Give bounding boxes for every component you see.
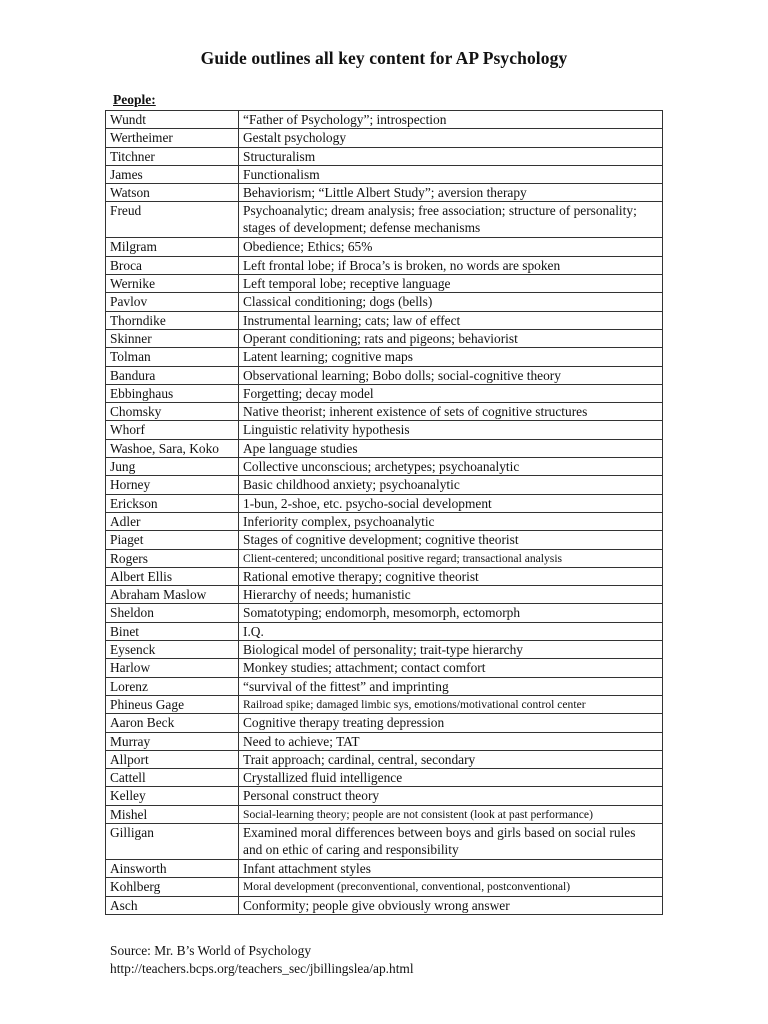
- person-name: Bandura: [106, 366, 239, 384]
- table-row: [106, 714, 663, 732]
- section-heading-people: People:: [113, 92, 156, 107]
- person-name: Aaron Beck: [106, 714, 239, 732]
- person-name: Kohlberg: [106, 878, 239, 896]
- table-row: [106, 549, 663, 567]
- person-description: Instrumental learning; cats; law of effect: [239, 311, 663, 329]
- person-name: Lorenz: [106, 677, 239, 695]
- person-name: Binet: [106, 622, 239, 640]
- table-row: [106, 129, 663, 147]
- person-description: Operant conditioning; rats and pigeons; behaviorist: [239, 329, 663, 347]
- person-name: Chomsky: [106, 403, 239, 421]
- person-description: Collective unconscious; archetypes; psychoanalytic: [239, 458, 663, 476]
- person-description: Examined moral differences between boys and girls based on social rules and on ethic of caring and responsibility: [239, 823, 663, 859]
- person-name: Ebbinghaus: [106, 384, 239, 402]
- table-row: [106, 878, 663, 896]
- table-row: [106, 439, 663, 457]
- person-description: Client-centered; unconditional positive regard; transactional analysis: [239, 549, 663, 567]
- person-name: Titchner: [106, 147, 239, 165]
- person-name: Albert Ellis: [106, 567, 239, 585]
- table-row: [106, 604, 663, 622]
- person-name: Ainsworth: [106, 859, 239, 877]
- person-description: Monkey studies; attachment; contact comfort: [239, 659, 663, 677]
- person-name: Adler: [106, 512, 239, 530]
- person-description: Left temporal lobe; receptive language: [239, 275, 663, 293]
- table-row: [106, 184, 663, 202]
- table-row: [106, 348, 663, 366]
- person-description: Forgetting; decay model: [239, 384, 663, 402]
- table-row: [106, 366, 663, 384]
- source-line: Source: Mr. B’s World of Psychology: [110, 943, 312, 958]
- person-description: Basic childhood anxiety; psychoanalytic: [239, 476, 663, 494]
- person-name: Piaget: [106, 531, 239, 549]
- person-description: Obedience; Ethics; 65%: [239, 238, 663, 256]
- person-name: Whorf: [106, 421, 239, 439]
- person-name: Washoe, Sara, Koko: [106, 439, 239, 457]
- person-name: Tolman: [106, 348, 239, 366]
- person-description: Left frontal lobe; if Broca’s is broken, no words are spoken: [239, 256, 663, 274]
- person-description: “Father of Psychology”; introspection: [239, 111, 663, 129]
- person-name: Jung: [106, 458, 239, 476]
- table-row: [106, 256, 663, 274]
- person-description: Classical conditioning; dogs (bells): [239, 293, 663, 311]
- person-name: Pavlov: [106, 293, 239, 311]
- person-name: Abraham Maslow: [106, 586, 239, 604]
- person-description: Moral development (preconventional, conventional, postconventional): [239, 878, 663, 896]
- person-name: Murray: [106, 732, 239, 750]
- table-row: [106, 403, 663, 421]
- people-table: [105, 110, 663, 915]
- table-row: [106, 750, 663, 768]
- table-row: [106, 311, 663, 329]
- person-description: “survival of the fittest” and imprinting: [239, 677, 663, 695]
- table-row: [106, 732, 663, 750]
- person-name: Wertheimer: [106, 129, 239, 147]
- person-description: Trait approach; cardinal, central, secondary: [239, 750, 663, 768]
- person-description: Native theorist; inherent existence of sets of cognitive structures: [239, 403, 663, 421]
- table-row: [106, 238, 663, 256]
- person-name: Skinner: [106, 329, 239, 347]
- person-description: Social-learning theory; people are not consistent (look at past performance): [239, 805, 663, 823]
- person-description: Biological model of personality; trait-type hierarchy: [239, 641, 663, 659]
- table-row: [106, 384, 663, 402]
- table-row: [106, 641, 663, 659]
- person-description: Ape language studies: [239, 439, 663, 457]
- table-row: [106, 494, 663, 512]
- table-row: [106, 659, 663, 677]
- table-row: [106, 329, 663, 347]
- person-description: Gestalt psychology: [239, 129, 663, 147]
- person-name: Phineus Gage: [106, 695, 239, 713]
- people-table-body: [106, 111, 663, 915]
- table-row: [106, 805, 663, 823]
- table-row: [106, 787, 663, 805]
- person-description: Stages of cognitive development; cognitive theorist: [239, 531, 663, 549]
- person-description: Somatotyping; endomorph, mesomorph, ectomorph: [239, 604, 663, 622]
- table-row: [106, 458, 663, 476]
- table-row: [106, 111, 663, 129]
- person-name: Wundt: [106, 111, 239, 129]
- table-row: [106, 512, 663, 530]
- person-description: I.Q.: [239, 622, 663, 640]
- person-description: Structuralism: [239, 147, 663, 165]
- page-title: Guide outlines all key content for AP Psychology: [200, 48, 568, 68]
- table-row: [106, 531, 663, 549]
- table-row: [106, 622, 663, 640]
- table-row: [106, 567, 663, 585]
- person-name: Wernike: [106, 275, 239, 293]
- person-name: Cattell: [106, 769, 239, 787]
- person-name: Thorndike: [106, 311, 239, 329]
- person-name: Horney: [106, 476, 239, 494]
- table-row: [106, 896, 663, 914]
- person-description: Need to achieve; TAT: [239, 732, 663, 750]
- person-name: Erickson: [106, 494, 239, 512]
- person-description: Observational learning; Bobo dolls; social-cognitive theory: [239, 366, 663, 384]
- table-row: [106, 476, 663, 494]
- table-row: [106, 677, 663, 695]
- person-description: Behaviorism; “Little Albert Study”; aversion therapy: [239, 184, 663, 202]
- person-description: Crystallized fluid intelligence: [239, 769, 663, 787]
- person-name: Gilligan: [106, 823, 239, 859]
- person-description: Functionalism: [239, 165, 663, 183]
- table-row: [106, 769, 663, 787]
- person-name: Rogers: [106, 549, 239, 567]
- person-name: Watson: [106, 184, 239, 202]
- source-url: http://teachers.bcps.org/teachers_sec/jbillingslea/ap.html: [110, 961, 414, 976]
- person-name: Eysenck: [106, 641, 239, 659]
- person-description: Personal construct theory: [239, 787, 663, 805]
- person-description: Rational emotive therapy; cognitive theorist: [239, 567, 663, 585]
- person-description: 1-bun, 2-shoe, etc. psycho-social development: [239, 494, 663, 512]
- table-row: [106, 859, 663, 877]
- table-row: [106, 823, 663, 859]
- table-row: [106, 202, 663, 238]
- table-row: [106, 586, 663, 604]
- person-description: Infant attachment styles: [239, 859, 663, 877]
- table-row: [106, 293, 663, 311]
- table-row: [106, 165, 663, 183]
- person-description: Inferiority complex, psychoanalytic: [239, 512, 663, 530]
- person-name: Sheldon: [106, 604, 239, 622]
- person-name: Mishel: [106, 805, 239, 823]
- person-description: Conformity; people give obviously wrong answer: [239, 896, 663, 914]
- person-name: Harlow: [106, 659, 239, 677]
- person-name: Kelley: [106, 787, 239, 805]
- person-description: Latent learning; cognitive maps: [239, 348, 663, 366]
- person-name: James: [106, 165, 239, 183]
- person-name: Allport: [106, 750, 239, 768]
- source-citation: [110, 942, 414, 978]
- table-row: [106, 695, 663, 713]
- person-name: Asch: [106, 896, 239, 914]
- person-name: Freud: [106, 202, 239, 238]
- person-name: Broca: [106, 256, 239, 274]
- person-description: Psychoanalytic; dream analysis; free association; structure of personality; stages of development; defense mechanisms: [239, 202, 663, 238]
- person-name: Milgram: [106, 238, 239, 256]
- table-row: [106, 147, 663, 165]
- person-description: Cognitive therapy treating depression: [239, 714, 663, 732]
- person-description: Railroad spike; damaged limbic sys, emotions/motivational control center: [239, 695, 663, 713]
- person-description: Linguistic relativity hypothesis: [239, 421, 663, 439]
- table-row: [106, 275, 663, 293]
- table-row: [106, 421, 663, 439]
- person-description: Hierarchy of needs; humanistic: [239, 586, 663, 604]
